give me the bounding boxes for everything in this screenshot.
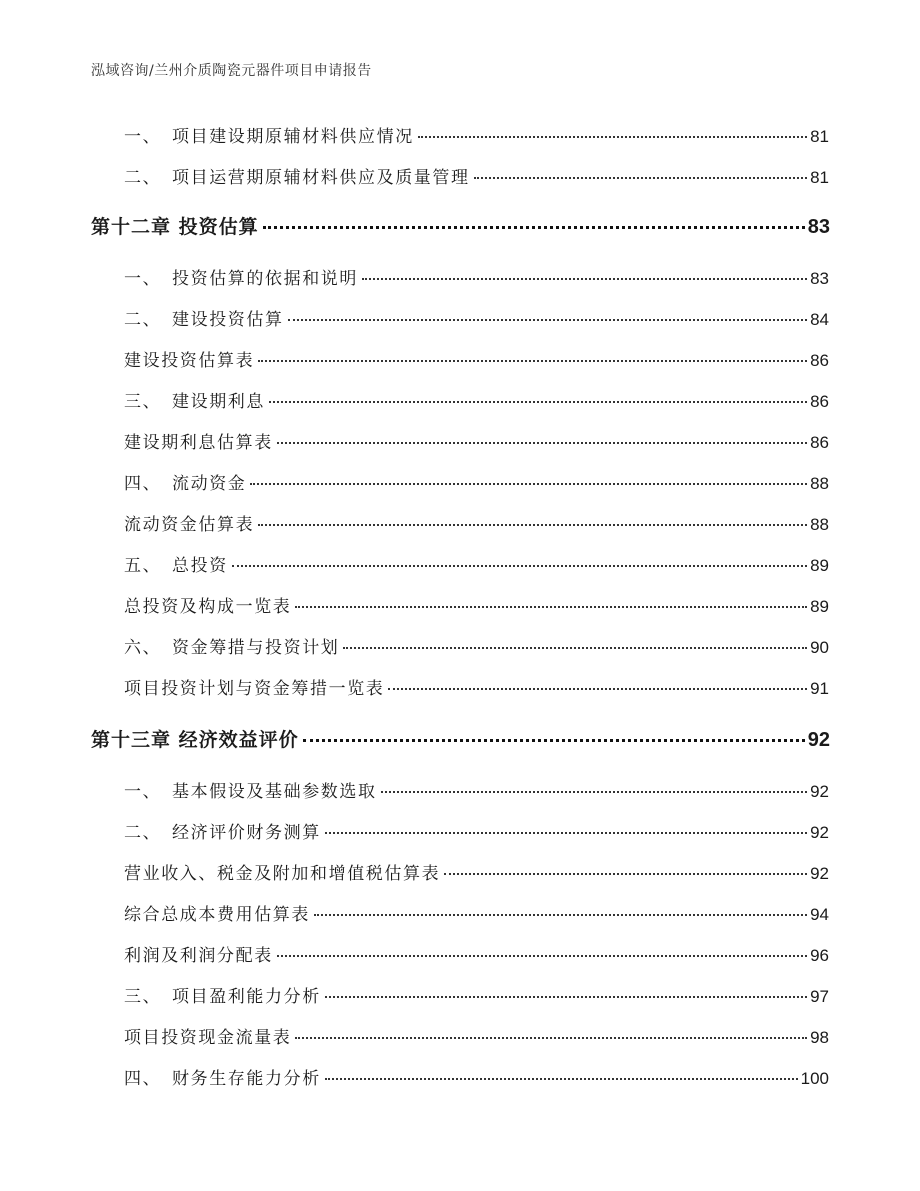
toc-entry[interactable]: [124, 126, 829, 148]
toc-entry[interactable]: [124, 167, 829, 189]
toc-page-number: 86: [810, 351, 829, 370]
dot-leader: [258, 360, 807, 362]
dot-leader: [250, 483, 807, 485]
toc-entry-label: 总投资及构成一览表: [124, 597, 292, 617]
toc-entry-number: 六、: [124, 638, 162, 658]
toc-page-number: 98: [810, 1028, 829, 1047]
dot-leader: [263, 226, 805, 229]
page-header: 泓域咨询/兰州介质陶瓷元器件项目申请报告: [91, 63, 372, 79]
toc-entry-number: 三、: [124, 987, 162, 1007]
toc-entry[interactable]: [124, 268, 829, 290]
toc-entry-label: 项目盈利能力分析: [172, 987, 321, 1007]
toc-entry-label: 流动资金: [172, 474, 247, 494]
toc-page-number: 84: [810, 310, 829, 329]
toc-page-number: 94: [810, 905, 829, 924]
toc-page-number: 100: [800, 1069, 829, 1088]
toc-page-number: 96: [810, 946, 829, 965]
toc-page-number: 89: [810, 597, 829, 616]
toc-page-number: 81: [810, 168, 829, 187]
dot-leader: [474, 177, 807, 179]
toc-entry[interactable]: [124, 432, 829, 454]
toc-page-number: 83: [810, 269, 829, 288]
toc-entry-label: 建设期利息: [172, 392, 265, 412]
toc-chapter-entry[interactable]: [91, 216, 830, 238]
toc-entry-label: 营业收入、税金及附加和增值税估算表: [124, 864, 441, 884]
toc-page-number: 92: [810, 864, 829, 883]
toc-entry-label: 建设期利息估算表: [124, 433, 273, 453]
dot-leader: [269, 401, 807, 403]
dot-leader: [258, 524, 807, 526]
dot-leader: [277, 955, 807, 957]
toc-page-number: 89: [810, 556, 829, 575]
dot-leader: [381, 791, 807, 793]
toc-entry-label: 项目运营期原辅材料供应及质量管理: [172, 168, 470, 188]
dot-leader: [325, 996, 807, 998]
toc-entry-label: 财务生存能力分析: [172, 1069, 321, 1089]
toc-entry[interactable]: [124, 822, 829, 844]
toc-page-number: 86: [810, 392, 829, 411]
dot-leader: [388, 688, 807, 690]
toc-page-number: 92: [807, 729, 830, 751]
toc-entry-number: 一、: [124, 269, 162, 289]
dot-leader: [288, 319, 807, 321]
toc-page-number: 92: [810, 782, 829, 801]
dot-leader: [343, 647, 807, 649]
toc-entry-label: 第十三章 经济效益评价: [91, 729, 299, 751]
dot-leader: [295, 606, 807, 608]
toc-entry-number: 四、: [124, 474, 162, 494]
toc-entry-label: 项目建设期原辅材料供应情况: [172, 127, 414, 147]
toc-entry-number: 二、: [124, 310, 162, 330]
toc-entry-number: 五、: [124, 556, 162, 576]
toc-page-number: 83: [807, 216, 830, 238]
toc-entry[interactable]: [124, 637, 829, 659]
toc-entry[interactable]: [124, 391, 829, 413]
toc-chapter-entry[interactable]: [91, 729, 830, 751]
toc-entry[interactable]: [124, 1027, 829, 1049]
toc-entry-number: 三、: [124, 392, 162, 412]
toc-entry-label: 建设投资估算表: [124, 351, 255, 371]
dot-leader: [277, 442, 807, 444]
toc-page-number: 92: [810, 823, 829, 842]
toc-entry-label: 项目投资计划与资金筹措一览表: [124, 679, 385, 699]
toc-entry[interactable]: [124, 678, 829, 700]
toc-entry-label: 投资估算的依据和说明: [172, 269, 358, 289]
dot-leader: [444, 873, 807, 875]
toc-entry-label: 第十二章 投资估算: [91, 216, 259, 238]
toc-entry-label: 综合总成本费用估算表: [124, 905, 310, 925]
dot-leader: [314, 914, 807, 916]
toc-entry[interactable]: [124, 1068, 829, 1090]
toc-entry-label: 经济评价财务测算: [172, 823, 321, 843]
toc-page-number: 97: [810, 987, 829, 1006]
toc-entry[interactable]: [124, 350, 829, 372]
toc-entry-number: 一、: [124, 782, 162, 802]
toc-page-number: 91: [810, 679, 829, 698]
toc-entry-label: 资金筹措与投资计划: [172, 638, 340, 658]
dot-leader: [303, 739, 805, 742]
toc-entry-label: 利润及利润分配表: [124, 946, 273, 966]
toc-entry-label: 总投资: [172, 556, 228, 576]
dot-leader: [418, 136, 807, 138]
toc-entry-number: 二、: [124, 823, 162, 843]
toc-page-number: 88: [810, 474, 829, 493]
toc-entry-number: 一、: [124, 127, 162, 147]
toc-entry[interactable]: [124, 309, 829, 331]
toc-entry[interactable]: [124, 596, 829, 618]
dot-leader: [325, 832, 807, 834]
toc-entry[interactable]: [124, 945, 829, 967]
toc-entry-label: 建设投资估算: [172, 310, 284, 330]
dot-leader: [325, 1078, 798, 1080]
toc-entry-number: 四、: [124, 1069, 162, 1089]
toc-entry-label: 基本假设及基础参数选取: [172, 782, 377, 802]
toc-entry[interactable]: [124, 986, 829, 1008]
toc-entry[interactable]: [124, 863, 829, 885]
toc-entry-number: 二、: [124, 168, 162, 188]
toc-entry[interactable]: [124, 904, 829, 926]
dot-leader: [232, 565, 807, 567]
toc-page-number: 88: [810, 515, 829, 534]
toc-page-number: 81: [810, 127, 829, 146]
toc-entry-label: 流动资金估算表: [124, 515, 255, 535]
toc-entry[interactable]: [124, 555, 829, 577]
dot-leader: [295, 1037, 807, 1039]
toc-entry[interactable]: [124, 781, 829, 803]
toc-page-number: 90: [810, 638, 829, 657]
toc-page-number: 86: [810, 433, 829, 452]
dot-leader: [362, 278, 807, 280]
toc-entry[interactable]: [124, 514, 829, 536]
toc-entry-label: 项目投资现金流量表: [124, 1028, 292, 1048]
toc-entry[interactable]: [124, 473, 829, 495]
